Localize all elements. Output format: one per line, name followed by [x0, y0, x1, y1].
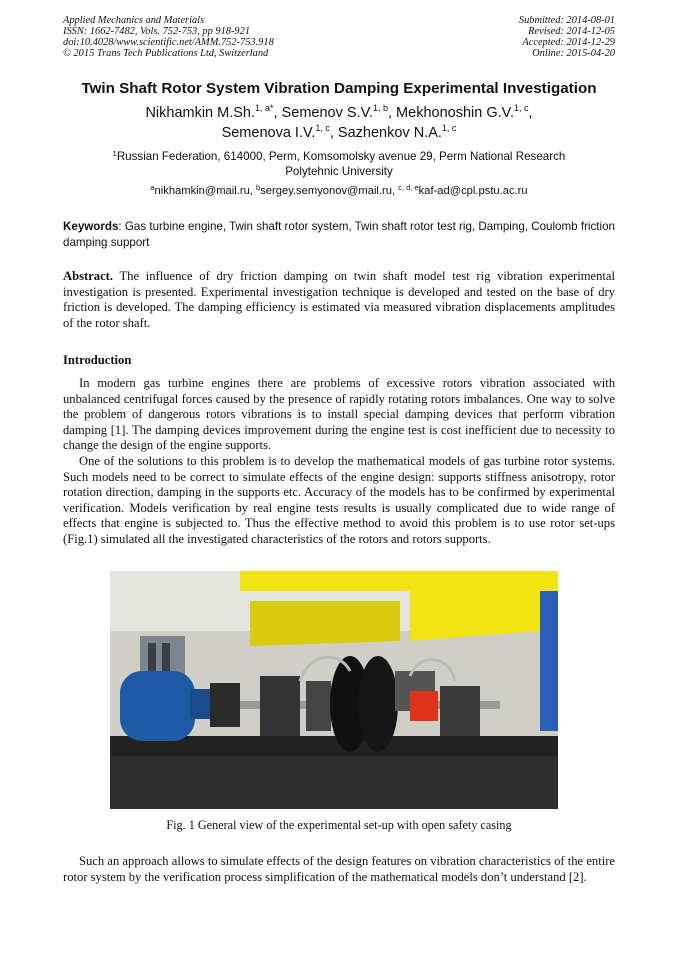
abstract-label: Abstract.: [63, 269, 114, 283]
author-name: Semenova I.V.: [221, 125, 316, 141]
email-sup: c, d, e: [398, 183, 419, 192]
affiliation-line: Polytehnic University: [285, 165, 393, 178]
email-address[interactable]: kaf-ad@cpl.pstu.ac.ru: [418, 185, 528, 197]
keywords-block: [63, 219, 615, 251]
abstract-block: [63, 269, 615, 331]
doi-link[interactable]: doi:10.4028/www.scientific.net/AMM.752-753.918: [63, 37, 274, 48]
email-address[interactable]: nikhamkin@mail.ru,: [154, 185, 257, 197]
author-sup: 1, b: [372, 103, 388, 113]
author-list: Nikhamkin M.Sh.$^{1, a*}$, Semenov S.V.$^{1, b}$, Mekhonoshin G.V.$^{1, c}$, Semenova I.V.$^{1, c}$, Sazhenkov N.A.$^{1, c}$: [145, 103, 533, 141]
author-sup: 1, c: [315, 123, 330, 133]
affiliation-line: Russian Federation, 614000, Perm, Komsomolsky avenue 29, Perm National Research: [116, 150, 566, 163]
author-sup: 1, c: [514, 103, 529, 113]
paragraph: One of the solutions to this problem is to develop the mathematical models of gas turbine rotor systems. Such models need to be correct to simulate effects of the engine design: supports stiffness anisotropy, rotor rotation direction, damping in the supports etc. Accuracy of the models has to be confirmed by experimental verification. Models verification by real engine tests results is usually complicated due to wide range of effects that engine is subjected to. Thus the effective method to avoid this problem is to use rotor set-ups (Fig.1) simulated all the investigated characteristics of the rotors and rotors supports.: [63, 454, 615, 546]
email-sup: b: [256, 183, 261, 192]
accepted-date: Accepted: 2014-12-29: [522, 37, 615, 48]
keywords-text: : Gas turbine engine, Twin shaft rotor system, Twin shaft rotor test rig, Damping, Coulomb friction damping support: [63, 220, 615, 249]
issn-line: ISSN: 1662-7482, Vols. 752-753, pp 918-921: [63, 26, 251, 37]
copyright-line: © 2015 Trans Tech Publications Ltd, Switzerland: [63, 48, 269, 59]
affiliation-sup: 1: [112, 149, 117, 158]
online-date: Online: 2015-04-20: [532, 48, 615, 59]
figure-caption: Fig. 1 General view of the experimental set-up with open safety casing: [166, 818, 512, 832]
paragraph: Such an approach allows to simulate effects of the design features on vibration characteristics of the entire rotor system by the verification process simplification of the mathematical models don’t understand [2].: [63, 854, 615, 884]
revised-date: Revised: 2014-12-05: [528, 26, 615, 37]
journal-info: [63, 15, 274, 59]
test-rig-photo: [110, 571, 558, 809]
author-name: Nikhamkin M.Sh.: [145, 105, 256, 121]
email-sup: a: [150, 183, 155, 192]
paragraph: In modern gas turbine engines there are problems of excessive rotors vibration associated with unbalanced centrifugal forces caused by the presence of rapidly rotating rotors imbalances. One way to solve the problem of dangerous rotors vibrations is to install special damping devices that perform vibration damping [1]. The damping devices improvement during the engine test is cost inefficient due to necessity to change the design of the engine supports.: [63, 376, 615, 453]
email-list: [40, 185, 638, 197]
abstract-text: The influence of dry friction damping on twin shaft model test rig vibration experimental investigation is presented. Experimental investigation technique is developed and tested on the base of dry friction is developed. The damping efficiency is estimated via measured vibration displacements amplitudes of the rotor shaft.: [63, 269, 615, 330]
figure-photo: [110, 571, 558, 809]
submitted-date: Submitted: 2014-08-01: [518, 15, 615, 26]
journal-name: Applied Mechanics and Materials: [63, 15, 205, 26]
dates-info: [519, 15, 615, 59]
author-sup: 1, a*: [255, 103, 274, 113]
keywords-label: Keywords: [63, 220, 119, 233]
paper-title: Twin Shaft Rotor System Vibration Damping Experimental Investigation: [81, 80, 597, 97]
author-name: Sazhenkov N.A.: [337, 125, 442, 141]
section-heading: Introduction: [63, 353, 132, 367]
author-sup: 1, c: [441, 123, 457, 133]
affiliation: [40, 149, 638, 179]
author-name: Semenov S.V.: [281, 105, 373, 121]
email-address[interactable]: sergey.semyonov@mail.ru,: [260, 185, 399, 197]
author-name: Mekhonoshin G.V.: [396, 105, 515, 121]
